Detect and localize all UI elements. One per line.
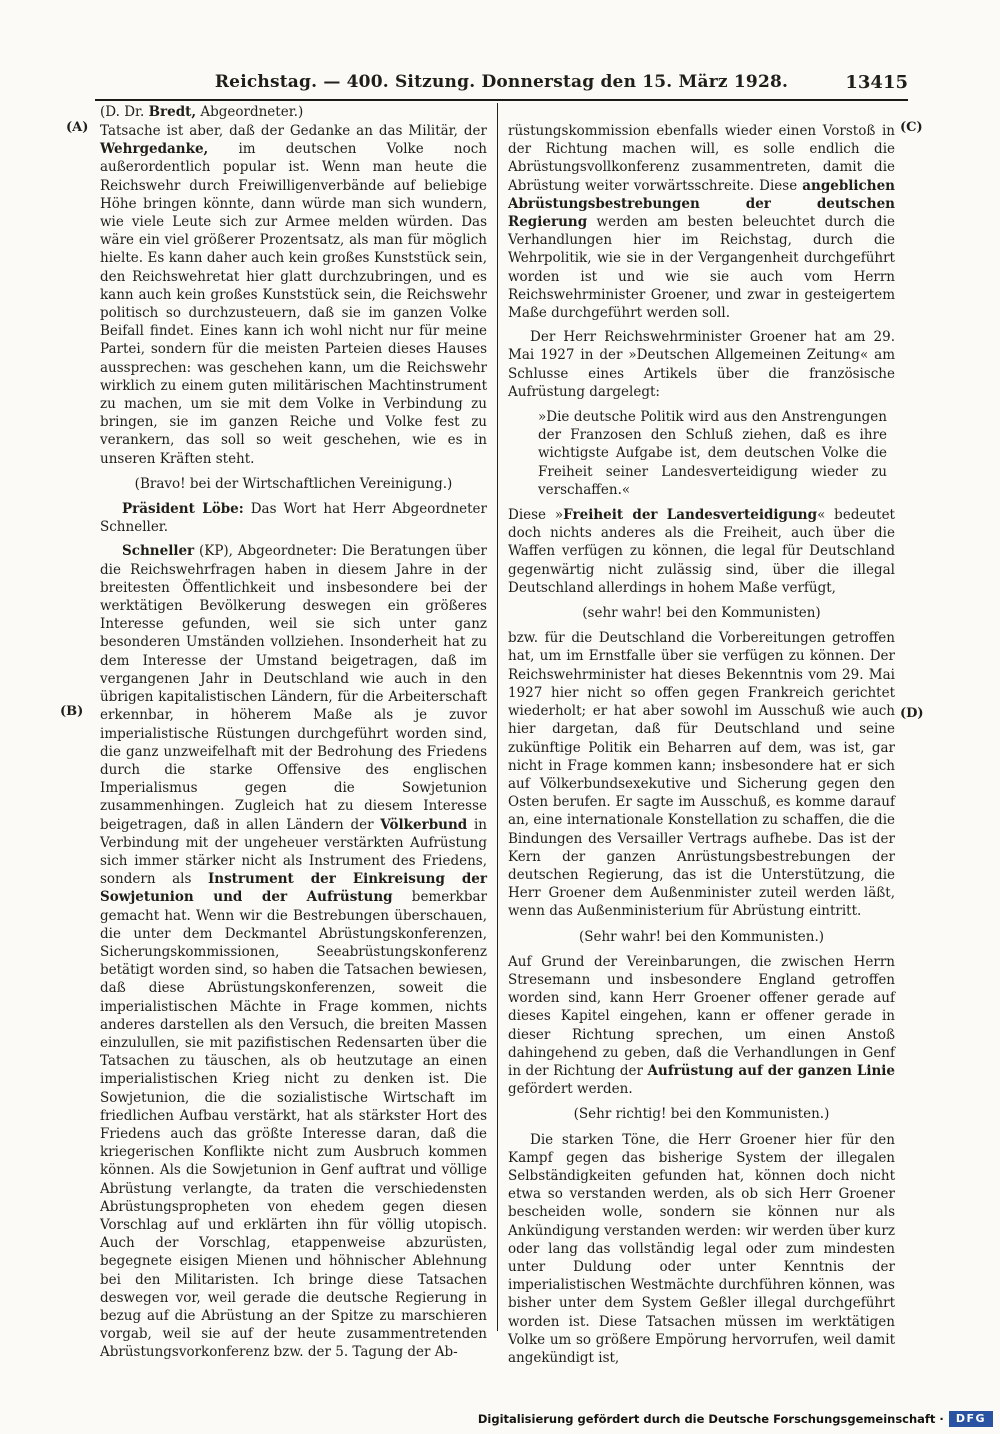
page-footer [478,1411,993,1427]
text-run: Diese » [508,507,564,524]
text-run: bzw. für die Deutschland die Vorbereitungen getroffen hat, um im Ernstfalle über sie verfügen zu können. Der Reichswehrminister hat dieses Bekenntnis vom 29. Mai 1927 hier nicht so offen gegen Frankreich gerichtet wiederholt; er hat aber sowohl im Ausschuß wie auch hier dargetan, daß für Deutschland und seine zukünftige Politik ein Beharren auf dem, was ist, gar nicht in Frage kommen kann; insbesondere hat er sich auf Völkerbundsexekutive und Sicherung gegen den Osten berufen. Er sagte im Ausschuß, es komme darauf an, eine internationale Konstellation zu schaffen, die die Bindungen des Versailler Vertrags aufhebe. Das ist der Kern der ganzen Anrüstungsbestrebungen der deutschen Regierung, das ist die Unterstützung, die Herr Groener dem Außenminister zuteil werden läßt, wenn das Außenministerium für Abrüstung eintritt. [508,630,895,920]
text-run: Die starken Töne, die Herr Groener hier für den Kampf gegen das bisherige System der illegalen Selbständigkeiten gefunden hat, können doch nicht etwa so verstanden werden, als ob sich Herr Groener bescheiden wolle, sondern sie können nur als Ankündigung verstanden werden: wir werden über kurz oder lang das vollständig legal oder zum mindesten unter Duldung oder unter Kenntnis der imperialistischen Westmächte durchführen können, was bisher unter dem System Geßler illegal durchgeführt worden ist. Diese Tatsachen müssen im werktätigen Volke um so größere Empörung hervorrufen, weil damit angekündigt ist, [508,1131,895,1366]
speech-paragraph [100,500,487,536]
speech-paragraph [508,506,895,597]
page-number: 13415 [845,72,908,93]
speech-paragraph [508,629,895,920]
emphasized-text: Bredt, [148,104,197,120]
text-run: rüstungskommission ebenfalls wieder einen Vorstoß in der Richtung machen will, es solle endlich die Abrüstungsvollkonferenz zusammentreten, damit die Abrüstung weiter vorwärtsschreite. Diese [508,123,895,194]
text-run: (D. Dr. [100,104,149,120]
speech-paragraph [508,328,895,401]
session-header: Reichstag. — 400. Sitzung. Donnerstag den 15. März 1928. [214,72,789,92]
text-run: Tatsache ist aber, daß der Gedanke an das Militär, der [100,123,487,139]
digitization-credit: Digitalisierung gefördert durch die Deutsche Forschungsgemeinschaft · [477,1412,944,1426]
interjection-line [100,475,487,493]
quote-block [538,408,887,499]
speech-paragraph [508,1131,895,1368]
text-run: gefördert werden. [508,1081,633,1098]
text-run: Das Wort hat Herr Abgeordneter Schneller. [100,501,487,536]
text-run: (Sehr richtig! bei den Kommunisten.) [573,1106,830,1123]
dfg-logo: DFG [949,1411,993,1427]
speech-paragraph [100,122,487,468]
interjection-line [508,604,895,622]
column-divider [497,103,498,1331]
speech-paragraph [508,122,895,322]
text-run: Der Herr Reichswehrminister Groener hat am 29. Mai 1927 in der »Deutschen Allgemeinen Zeitung« am Schlusse eines Artikels über die französische Aufrüstung dargelegt: [508,329,895,400]
interjection-line [508,1105,895,1123]
text-run: »Die deutsche Politik wird aus den Anstrengungen der Franzosen den Schluß ziehen, daß es ihre wichtigste Aufgabe ist, dem deutschen Volke die Freiheit seiner Landesverteidigung wieder zu verschaffen.« [538,409,887,498]
text-run: (Sehr wahr! bei den Kommunisten.) [578,928,825,945]
right-column [508,122,895,1367]
page-header [95,72,908,96]
text-run: (Bravo! bei der Wirtschaftlichen Vereinigung.) [134,475,453,492]
text-run: in Verbindung mit der ungeheuer verstärkten Aufrüstung sich immer stärker nicht als Instrument des Friedens, sondern als [100,816,487,888]
emphasized-text: Freiheit der Landesverteidigung [563,507,818,524]
margin-marker-a: (A) [66,120,89,135]
emphasized-text: Völkerbund [380,816,468,833]
speech-paragraph [100,542,487,1361]
text-run: « bedeutet doch nichts anderes als die Freiheit, auch über die Waffen verfügen zu können, die legal für Deutschland gegenwärtig nicht zulässig sind, über die illegal Deutschland allerdings in hohem Maße verfügt, [508,507,895,596]
emphasized-text: Instrument der Einkreisung der Sowjetunion und der Aufrüstung [100,871,488,906]
emphasized-text: angeblichen Abrüstungsbestrebungen der deutschen Regierung [508,177,895,231]
emphasized-text: Schneller [122,543,195,560]
margin-marker-c: (C) [900,120,923,135]
header-rule [95,99,908,101]
text-run: Abgeordneter.) [196,104,304,120]
margin-marker-d: (D) [900,706,924,721]
left-column [100,122,487,1362]
emphasized-text: Aufrüstung auf der ganzen Linie [647,1062,896,1079]
text-run: (KP), Abgeordneter: Die Beratungen über die Reichswehrfragen haben in diesem Jahre in der breitesten Öffentlichkeit und insbesondere bei der werktätigen Bevölkerung deswegen ein größeres Interesse gefunden, weil sie sich unter ganz besonderen Umständen vollziehen. Insonderheit hat zu dem Interesse der Umstand beigetragen, daß im vergangenen Jahr in Deutschland wie auch in den übrigen kapitalistischen Ländern, für die Arbeiterschaft erkennbar, in höherem Maße als je zuvor imperialistische Rüstungen durchgeführt worden sind, die ganz unzweifelhaft mit der Bedrohung des Friedens durch die starke Offensive des englischen Imperialismus gegen die Sowjetunion zusammenhingen. Zugleich hat zu diesem Interesse beigetragen, daß in allen Ländern der [100,543,487,833]
margin-marker-b: (B) [60,704,84,719]
emphasized-text: Präsident Löbe: [122,501,244,518]
interjection-line [508,928,895,946]
emphasized-text: Wehrgedanke, [100,141,209,158]
text-run: bemerkbar gemacht hat. Wenn wir die Bestrebungen überschauen, die unter dem Deckmantel Abrüstungskonferenzen, Sicherungskommissionen, Seeabrüstungskonferenz betätigt worden sind, so haben die Tatsachen bewiesen, daß diese Abrüstungskonferenzen, soweit die imperialistischen Mächte in Frage kommen, nichts anderes darstellen als den Versuch, die breiten Massen einzulullen, sie mit pazifistischen Redensarten über die Tatsachen zu täuschen, als ob heutzutage an einen imperialistischen Krieg nicht zu denken ist. Die Sowjetunion, die die sozialistische Wirtschaft im friedlichen Aufbau verstärkt, hat als stärkster Hort des Friedens auch das größte Interesse daran, daß die kriegerischen Konflikte nicht zum Ausbruch kommen können. Als die Sowjetunion in Genf auftrat und völlige Abrüstung verlangte, da traten die verschiedensten Abrüstungspropheten von ehedem gegen diesen Vorschlag auf und erklärten ihn für völlig utopisch. Auch der Vorschlag, etappenweise abzurüsten, begegnete eisigen Mienen und höhnischer Ablehnung bei den Militaristen. Ich bringe diese Tatsachen deswegen vor, weil gerade die deutsche Regierung in bezug auf die Abrüstung an der Spitze zu marschieren vorgab, weil sie auf der heute zusammentretenden Abrüstungsvorkonferenz bzw. der 5. Tagung der Ab- [100,889,487,1361]
continuation-note [100,103,486,121]
text-run: Auf Grund der Vereinbarungen, die zwischen Herrn Stresemann und insbesondere England getroffen worden sind, kann Herr Groener offener gerade auf dieses Kapitel eingehen, kann er offener gerade in dieser Richtung sprechen, um einen Anstoß dahingehend zu geben, daß die Verhandlungen in Genf in der Richtung der [508,953,895,1079]
text-run: werden am besten beleuchtet durch die Verhandlungen hier im Reichstag, durch die Wehrpolitik, wie sie in der Vergangenheit durchgeführt worden ist und wie sie auch vom Herrn Reichswehrminister Groener, und zwar in gesteigertem Maße durchgeführt werden soll. [508,214,895,322]
text-run: im deutschen Volke noch außerordentlich popular ist. Wenn man heute die Reichswehr durch Freiwilligenverbände auf beliebige Höhe bringen könnte, dann würde man sich wundern, wie viele Leute sich zur Armee melden würden. Das wäre ein viel größerer Prozentsatz, als man für möglich hielte. Es kann daher auch kein großes Kunststück sein, den Reichswehretat hier glatt durchzubringen, und es kann auch kein großes Kunststück sein, die Reichswehr politisch so durchzusteuern, daß sie im ganzen Volke Beifall findet. Eines kann ich wohl nicht nur für meine Partei, sondern für die meisten Parteien dieses Hauses aussprechen: was geschehen kann, um die Reichswehr wirklich zu einem guten militärischen Machtinstrument zu machen, um sie mit dem Volke in Verbindung zu bringen, sie im ganzen Reiche und Volke fest zu verankern, das soll so weit geschehen, wie es in unseren Kräften steht. [100,141,487,467]
text-run: (sehr wahr! bei den Kommunisten) [582,605,821,622]
speech-paragraph [508,953,895,1099]
